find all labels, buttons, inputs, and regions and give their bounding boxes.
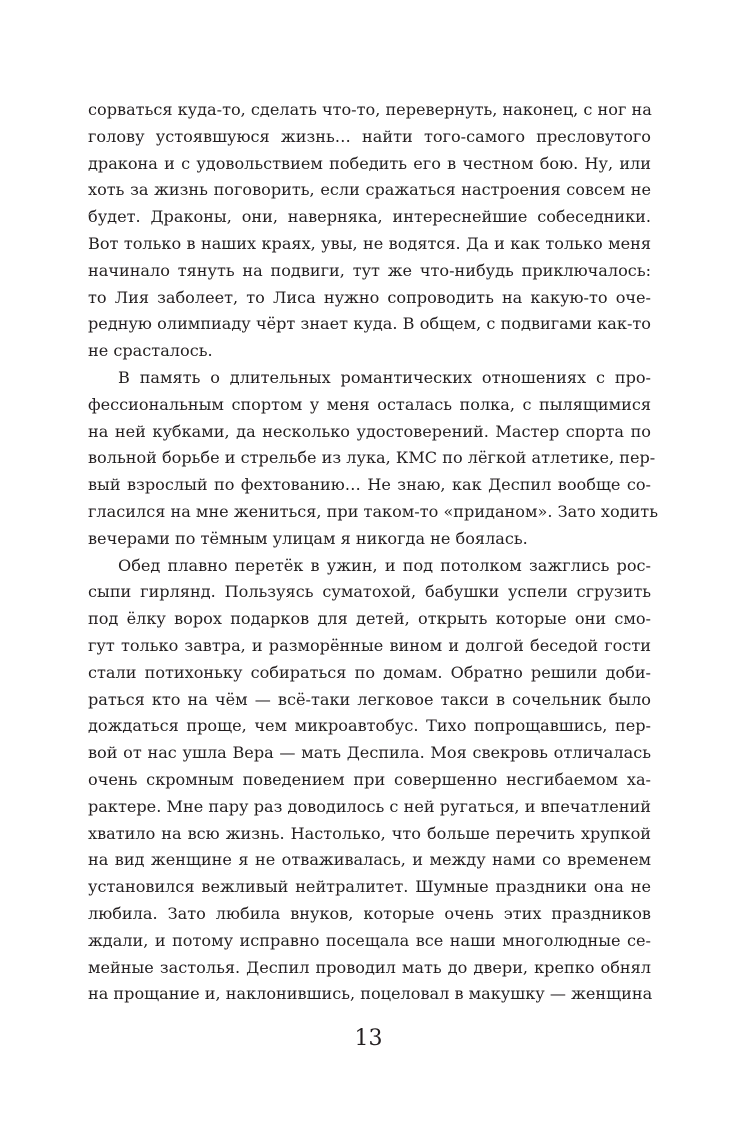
text-line: вольной борьбе и стрельбе из лука, КМС по лёгкой атлетике, пер- — [88, 448, 656, 468]
text-line: вечерами по тёмным улицам я никогда не боялась. — [88, 528, 528, 548]
paragraph — [88, 553, 651, 1009]
text-line: на ней кубками, да несколько удостоверений. Мастер спорта по — [88, 421, 651, 441]
text-line: любила. Зато любила внуков, которые очень этих праздников — [88, 903, 651, 923]
text-line: В память о длительных романтических отношениях с про- — [118, 367, 651, 387]
page-number: 13 — [354, 1026, 383, 1051]
text-line: фессиональным спортом у меня осталась полка, с пылящимися — [88, 394, 651, 414]
text-line: очень скромным поведением при совершенно несгибаемом ха- — [88, 769, 651, 789]
text-line: сыпи гирлянд. Пользуясь суматохой, бабушки успели сгрузить — [88, 582, 651, 602]
body-text — [88, 97, 658, 1008]
text-line: не срасталось. — [88, 341, 213, 361]
text-line: гут только завтра, и разморённые вином и долгой беседой гости — [88, 635, 651, 655]
text-line: на вид женщине я не отваживалась, и между нами со временем — [88, 850, 651, 870]
paragraph — [88, 97, 651, 365]
text-line: хоть за жизнь поговорить, если сражаться настроения совсем не — [88, 180, 651, 200]
paragraph — [88, 365, 658, 553]
text-line: вой от нас ушла Вера — мать Деспила. Моя свекровь отличалась — [88, 743, 651, 763]
text-line: хватило на всю жизнь. Настолько, что больше перечить хрупкой — [88, 823, 651, 843]
text-line: на прощание и, наклонившись, поцеловал в макушку — женщина — [88, 984, 653, 1004]
text-line: будет. Драконы, они, наверняка, интереснейшие собеседники. — [88, 207, 651, 227]
text-line: сорваться куда-то, сделать что-то, перевернуть, наконец, с ног на — [88, 100, 652, 119]
text-line: начинало тянуть на подвиги, тут же что-нибудь приключалось: — [88, 260, 651, 280]
text-line: рактере. Мне пару раз доводилось с ней ругаться, и впечатлений — [88, 796, 651, 816]
text-line: гласился на мне жениться, при таком-то «приданом». Зато ходить — [88, 501, 658, 521]
text-line: стали потихоньку собираться по домам. Обратно решили доби- — [88, 662, 651, 682]
text-line: редную олимпиаду чёрт знает куда. В общем, с подвигами как-то — [88, 314, 651, 334]
text-line: под ёлку ворох подарков для детей, открыть которые они смо- — [88, 609, 651, 629]
text-line: раться кто на чём — всё-таки легковое такси в сочельник было — [88, 689, 651, 709]
text-line: дракона и с удовольствием победить его в честном бою. Ну, или — [88, 153, 651, 173]
text-line: вый взрослый по фехтованию… Не знаю, как Деспил вообще со- — [88, 475, 651, 495]
text-line: ждали, и потому исправно посещала все наши многолюдные се- — [88, 930, 651, 950]
text-line: Вот только в наших краях, увы, не водятся. Да и как только меня — [88, 233, 651, 253]
text-line: то Лия заболеет, то Лиса нужно сопроводить на какую-то оче- — [88, 287, 651, 307]
text-line: дождаться проще, чем микроавтобус. Тихо попрощавшись, пер- — [88, 716, 651, 736]
text-line: установился вежливый нейтралитет. Шумные праздники она не — [88, 877, 651, 897]
text-line: голову устоявшуюся жизнь… найти того-самого пресловутого — [88, 126, 651, 146]
text-line: мейные застолья. Деспил проводил мать до двери, крепко обнял — [88, 957, 651, 977]
text-line: Обед плавно перетёк в ужин, и под потолком зажглись рос- — [118, 555, 651, 575]
